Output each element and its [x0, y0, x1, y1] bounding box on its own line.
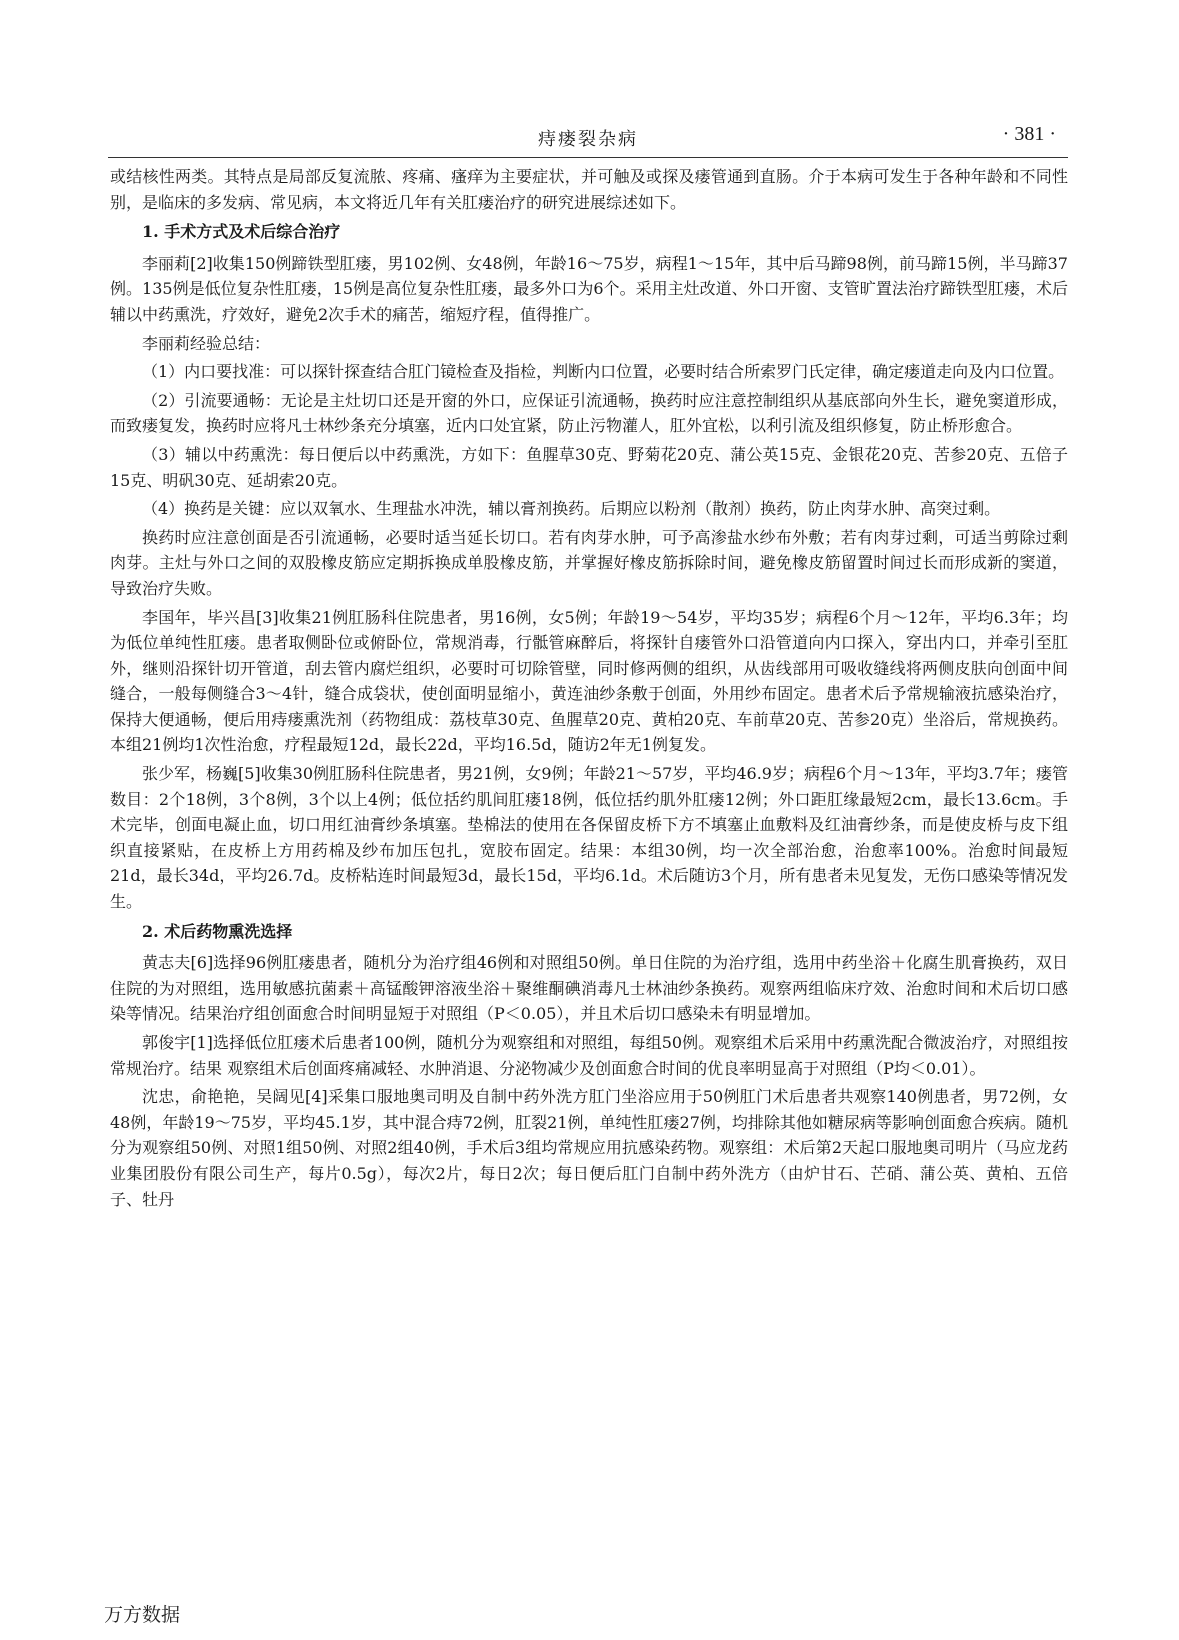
body-paragraph: 张少军，杨巍[5]收集30例肛肠科住院患者，男21例，女9例；年龄21～57岁，平均46.9岁；病程6个月～13年，平均3.7年；瘘管数目：2个18例，3个8例，3个以上4例；低位括约肌间肛瘘18例，低位括约肌外肛瘘12例；外口距肛缘最短2cm，最长13.6cm。手术完毕，创面电凝止血，切口用红油膏纱条填塞。垫棉法的使用在各保留皮桥下方不填塞止血敷料及红油膏纱条，而是使皮桥与皮下组织直接紧贴，在皮桥上方用药棉及纱布加压包扎，宽胶布固定。结果：本组30例，均一次全部治愈，治愈率100%。治愈时间最短21d，最长34d，平均26.7d。皮桥粘连时间最短3d，最长15d，平均6.1d。术后随访3个月，所有患者未见复发，无伤口感染等情况发生。 [110, 764, 1068, 912]
page-number: · 381 · [1002, 123, 1056, 145]
section-heading: 1. 手术方式及术后综合治疗 [142, 222, 341, 242]
body-paragraph: 郭俊宇[1]选择低位肛瘘术后患者100例，随机分为观察组和对照组，每组50例。观察组术后采用中药熏洗配合微波治疗，对照组按常规治疗。结果 观察组术后创面疼痛减轻、水肿消退、分泌物减少及创面愈合时间的优良率明显高于对照组（P均＜0.01）。 [110, 1033, 1068, 1078]
section-heading: 2. 术后药物熏洗选择 [142, 921, 293, 941]
journal-title: 痔瘘裂杂病 [538, 129, 638, 150]
body-paragraph: 换药时应注意创面是否引流通畅，必要时适当延长切口。若有肉芽水肿，可予高渗盐水纱布外敷；若有肉芽过剩，可适当剪除过剩肉芽。主灶与外口之间的双股橡皮筋应定期拆换成单股橡皮筋，并掌握好橡皮筋拆除时间，避免橡皮筋留置时间过长而形成新的窦道，导致治疗失败。 [110, 527, 1068, 598]
body-paragraph: 或结核性两类。其特点是局部反复流脓、疼痛、瘙痒为主要症状，并可触及或探及瘘管通到直肠。介于本病可发生于各种年龄和不同性别，是临床的多发病、常见病，本文将近几年有关肛瘘治疗的研究进展综述如下。 [110, 167, 1068, 212]
page-header [108, 121, 1068, 158]
article-body [110, 164, 1068, 1215]
body-paragraph: （2）引流要通畅：无论是主灶切口还是开窗的外口，应保证引流通畅，换药时应注意控制组织从基底部向外生长，避免窦道形成，而致瘘复发，换药时应将凡士林纱条充分填塞，近内口处宜紧，防止污物灌人，肛外宜松，以利引流及组织修复，防止桥形愈合。 [110, 390, 1068, 436]
body-paragraph: （1）内口要找准：可以探针探查结合肛门镜检查及指检，判断内口位置，必要时结合所索罗门氏定律，确定瘘道走向及内口位置。 [142, 362, 1065, 382]
body-paragraph: 李丽莉经验总结： [142, 333, 271, 353]
body-paragraph: （4）换药是关键：应以双氧水、生理盐水冲洗，辅以膏剂换药。后期应以粉剂（散剂）换药，防止肉芽水肿、高突过剩。 [142, 499, 1001, 519]
watermark-text: 万方数据 [104, 1604, 181, 1626]
body-paragraph: 沈忠，俞艳艳，吴阔见[4]采集口服地奥司明及自制中药外洗方肛门坐浴应用于50例肛门术后患者共观察140例患者，男72例，女48例，年龄19～75岁，平均45.1岁，其中混合痔72例，肛裂21例，单纯性肛瘘27例，均排除其他如糖尿病等影响创面愈合疾病。随机分为观察组50例、对照1组50例、对照2组40例，手术后3组均常规应用抗感染药物。观察组：术后第2天起口服地奥司明片（马应龙药业集团股份有限公司生产，每片0.5g），每次2片，每日2次；每日便后肛门自制中药外洗方（由炉甘石、芒硝、蒲公英、黄柏、五倍子、牡丹 [110, 1087, 1068, 1209]
body-paragraph: 李丽莉[2]收集150例蹄铁型肛瘘，男102例、女48例，年龄16～75岁，病程1～15年，其中后马蹄98例，前马蹄15例，半马蹄37例。135例是低位复杂性肛瘘，15例是高位复杂性肛瘘，最多外口为6个。采用主灶改道、外口开窗、支管旷置法治疗蹄铁型肛瘘，术后辅以中药熏洗，疗效好，避免2次手术的痛苦，缩短疗程，值得推广。 [110, 253, 1068, 324]
body-paragraph: 李国年，毕兴昌[3]收集21例肛肠科住院患者，男16例，女5例；年龄19～54岁，平均35岁；病程6个月～12年，平均6.3年；均为低位单纯性肛瘘。患者取侧卧位或俯卧位，常规消毒，行骶管麻醉后，将探针自瘘管外口沿管道向内口探入，穿出内口，并牵引至肛外，继则沿探针切开管道，刮去管内腐烂组织，必要时可切除管壁，同时修两侧的组织，从齿线部用可吸收缝线将两侧皮肤向创面中间缝合，一般每侧缝合3～4针，缝合成袋状，使创面明显缩小，黄连油纱条敷于创面，外用纱布固定。患者术后予常规输液抗感染治疗，保持大便通畅，便后用痔瘘熏洗剂（药物组成：荔枝草30克、鱼腥草20克、黄柏20克、车前草20克、苦参20克）坐浴后，常规换药。本组21例均1次性治愈，疗程最短12d，最长22d，平均16.5d，随访2年无1例复发。 [110, 607, 1068, 755]
body-paragraph: （3）辅以中药熏洗：每日便后以中药熏洗，方如下：鱼腥草30克、野菊花20克、蒲公英15克、金银花20克、苦参20克、五倍子15克、明矾30克、延胡索20克。 [110, 444, 1068, 490]
body-paragraph: 黄志夫[6]选择96例肛瘘患者，随机分为治疗组46例和对照组50例。单日住院的为治疗组，选用中药坐浴＋化腐生肌膏换药，双日住院的为对照组，选用敏感抗菌素＋高锰酸钾溶液坐浴＋聚维酮碘消毒凡士林油纱条换药。观察两组临床疗效、治愈时间和术后切口感染等情况。结果治疗组创面愈合时间明显短于对照组（P＜0.05），并且术后切口感染未有明显增加。 [110, 953, 1068, 1024]
